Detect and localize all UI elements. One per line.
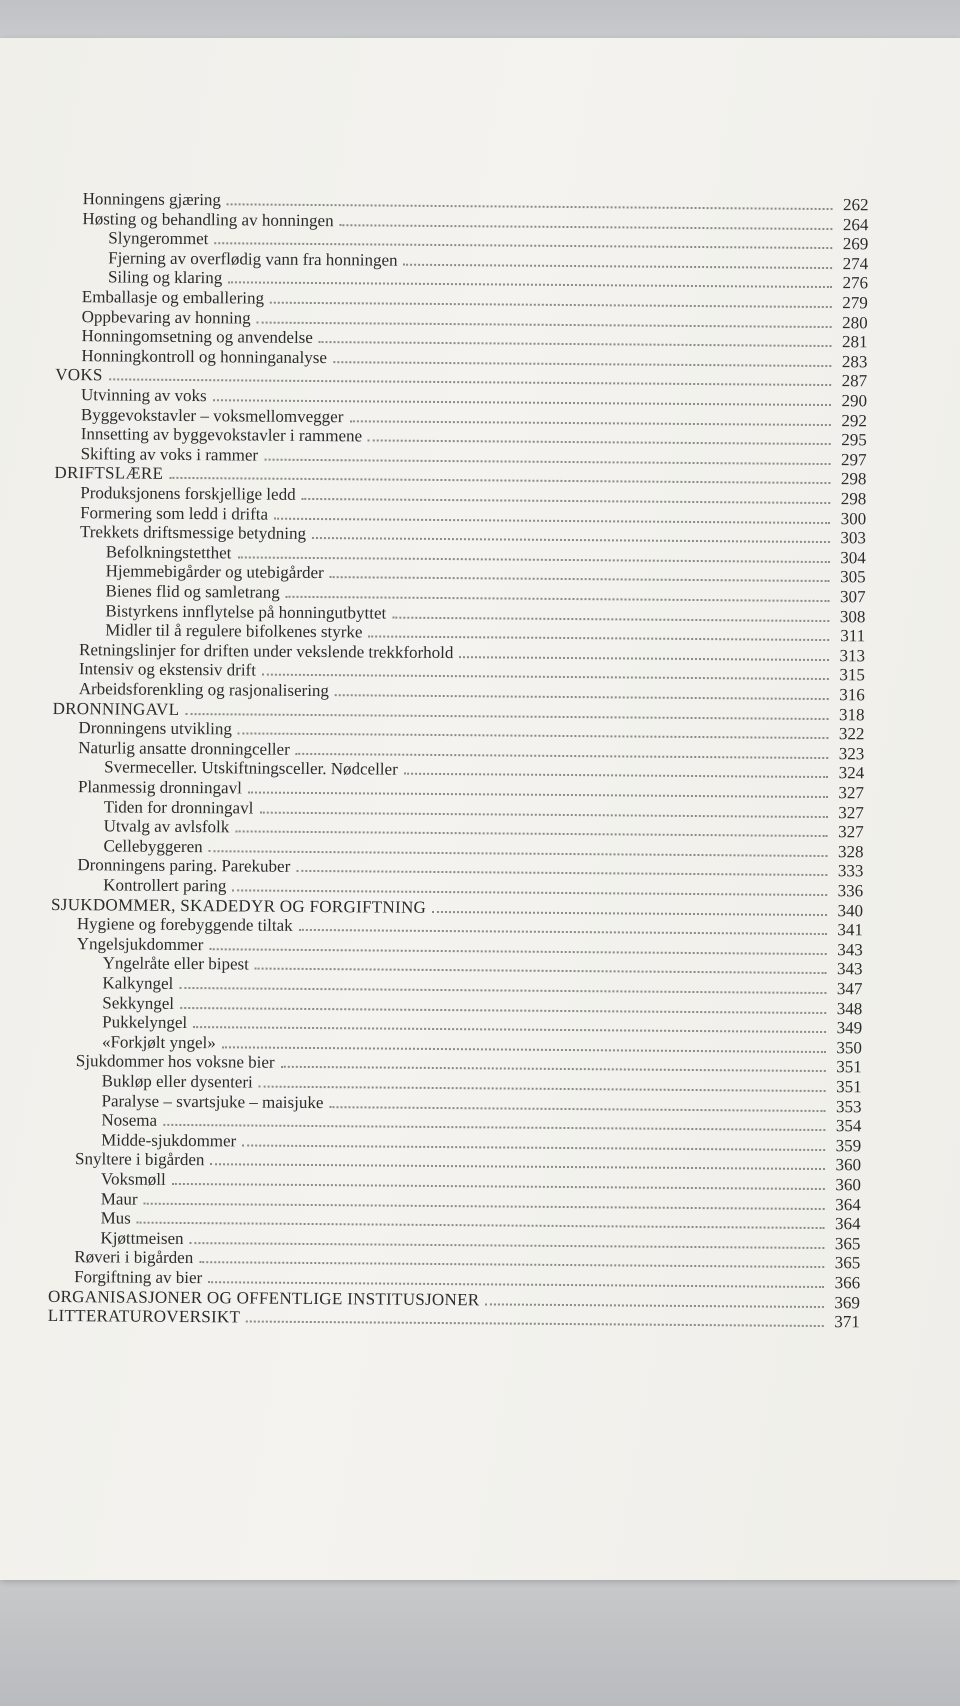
dot-leader bbox=[238, 733, 829, 740]
dot-leader bbox=[319, 341, 832, 347]
dot-leader bbox=[209, 850, 828, 857]
toc-page-number: 290 bbox=[841, 391, 868, 411]
toc-entry-title: Svermeceller. Utskiftningsceller. Nødceller bbox=[104, 757, 398, 780]
toc-page-number: 351 bbox=[836, 1077, 862, 1097]
toc-entry-title: Røveri i bigården bbox=[74, 1247, 194, 1268]
toc-page-number: 343 bbox=[837, 939, 863, 960]
dot-leader bbox=[227, 203, 833, 210]
toc-entry-title: Retningslinjer for driften under vekslende trekkforhold bbox=[79, 639, 454, 662]
toc-page-number: 341 bbox=[837, 920, 863, 940]
toc-page-number: 350 bbox=[836, 1037, 863, 1058]
dot-leader bbox=[368, 440, 831, 446]
toc-page-number: 365 bbox=[834, 1233, 861, 1254]
book-page bbox=[0, 38, 960, 1580]
dot-leader bbox=[259, 1086, 826, 1092]
dot-leader bbox=[281, 1066, 826, 1072]
toc-entry-title: Siling og klaring bbox=[107, 267, 223, 288]
toc-page-number: 264 bbox=[842, 214, 869, 234]
dot-leader bbox=[333, 361, 831, 367]
toc-entry-title: Intensiv og ekstensiv drift bbox=[78, 659, 257, 680]
dot-leader bbox=[349, 420, 830, 426]
dot-leader bbox=[296, 870, 827, 876]
toc-page-number: 333 bbox=[837, 861, 864, 881]
dot-leader bbox=[172, 1183, 825, 1190]
toc-page-number: 360 bbox=[835, 1175, 861, 1195]
toc-entry-title: Hjemmebigårder og utebigårder bbox=[105, 561, 324, 583]
dot-leader bbox=[210, 1164, 825, 1171]
toc-entry-title: Yngelråte eller bipest bbox=[102, 953, 250, 974]
toc-entry-title: Dronningens paring. Parekuber bbox=[77, 855, 291, 877]
toc-entry-title: DRIFTSLÆRE bbox=[54, 463, 164, 484]
toc-entry-title: Arbeidsforenkling og rasjonalisering bbox=[78, 679, 330, 701]
toc-entry-title: Kalkyngel bbox=[102, 973, 174, 993]
toc-page-number: 371 bbox=[834, 1312, 860, 1332]
toc-entry-title: «Forkjølt yngel» bbox=[101, 1032, 216, 1053]
dot-leader bbox=[235, 831, 827, 838]
dot-leader bbox=[259, 811, 827, 817]
dot-leader bbox=[214, 242, 832, 249]
dot-leader bbox=[242, 1144, 825, 1151]
toc-entry-title: Midde-sjukdommer bbox=[101, 1130, 237, 1151]
toc-entry-title: Bienes flid og samletrang bbox=[105, 581, 280, 602]
toc-page-number: 324 bbox=[838, 763, 865, 783]
toc-page-number: 297 bbox=[841, 449, 867, 470]
dot-leader bbox=[248, 791, 828, 798]
toc-page-number: 287 bbox=[841, 371, 868, 391]
dot-leader bbox=[329, 1106, 825, 1112]
toc-entry-title: Skifting av voks i rammer bbox=[80, 443, 259, 465]
toc-entry-title: Kjøttmeisen bbox=[100, 1228, 184, 1248]
toc-entry-title: Utvalg av avlsfolk bbox=[103, 816, 230, 837]
dot-leader bbox=[274, 517, 830, 523]
toc-page-number: 269 bbox=[842, 234, 869, 254]
toc-page-number: 318 bbox=[839, 704, 865, 724]
toc-entry-title: Bukløp eller dysenteri bbox=[101, 1071, 253, 1092]
toc-page-number: 276 bbox=[842, 273, 869, 293]
toc-entry-title: DRONNINGAVL bbox=[52, 698, 180, 719]
toc-entry-title: Snyltere i bigården bbox=[75, 1149, 205, 1170]
toc-page-number: 349 bbox=[836, 1018, 863, 1038]
dot-leader bbox=[163, 1124, 825, 1131]
toc-page-number: 369 bbox=[834, 1292, 861, 1312]
dot-leader bbox=[255, 968, 827, 974]
toc-entry-title: Honningens gjæring bbox=[82, 189, 222, 210]
toc-entry-title: LITTERATUROVERSIKT bbox=[47, 1306, 241, 1327]
dot-leader bbox=[222, 1046, 826, 1053]
toc-page-number: 364 bbox=[835, 1194, 861, 1214]
dot-leader bbox=[270, 302, 832, 308]
toc-page-number: 365 bbox=[834, 1253, 861, 1273]
toc-page-number: 316 bbox=[839, 685, 865, 705]
toc-entry-title: VOKS bbox=[55, 365, 103, 385]
dot-leader bbox=[185, 713, 828, 720]
toc-page-number: 292 bbox=[841, 410, 867, 430]
toc-page-number: 307 bbox=[839, 587, 866, 607]
toc-page-number: 280 bbox=[842, 312, 868, 332]
toc-entry-title: Maur bbox=[100, 1188, 138, 1209]
dot-leader bbox=[432, 911, 827, 916]
toc-entry-title: Emballasje og emballering bbox=[81, 287, 265, 308]
toc-page-number: 311 bbox=[840, 626, 866, 646]
toc-entry-title: Fjerning av overflødig vann fra honningen bbox=[108, 248, 398, 270]
dot-leader bbox=[404, 263, 833, 268]
toc-entry-title: Innsetting av byggevokstavler i rammene bbox=[80, 424, 363, 446]
toc-entry-title: Forgiftning av bier bbox=[74, 1267, 203, 1288]
toc-entry-title: Mus bbox=[100, 1208, 131, 1228]
toc-page-number: 354 bbox=[835, 1116, 862, 1136]
toc-page-number: 279 bbox=[842, 293, 868, 313]
toc-page-number: 327 bbox=[838, 802, 864, 822]
toc-entry-title: Produksjonens forskjellige ledd bbox=[80, 483, 296, 504]
dot-leader bbox=[286, 596, 830, 602]
toc-page-number: 353 bbox=[835, 1096, 862, 1116]
toc-page-number: 360 bbox=[835, 1155, 862, 1175]
toc-entry-title: Honningkontroll og honninganalyse bbox=[81, 345, 327, 367]
toc-entry-title: Trekkets driftsmessige betydning bbox=[79, 522, 307, 544]
dot-leader bbox=[330, 577, 830, 583]
table-of-contents bbox=[0, 35, 960, 1584]
toc-page-number: 327 bbox=[838, 822, 864, 842]
toc-page-number: 274 bbox=[842, 253, 869, 274]
toc-entry-title: Naturlig ansatte dronningceller bbox=[78, 737, 290, 759]
toc-entry-title: ORGANISASJONER OG OFFENTLIGE INSTITUSJONER bbox=[47, 1286, 480, 1309]
toc-page-number: 283 bbox=[841, 351, 868, 372]
toc-page-number: 364 bbox=[835, 1214, 861, 1234]
toc-entry-title: Cellebyggeren bbox=[103, 836, 203, 856]
dot-leader bbox=[340, 224, 833, 230]
dot-leader bbox=[404, 773, 828, 778]
toc-entry-title: Sjukdommer hos voksne bier bbox=[75, 1051, 275, 1073]
dot-leader bbox=[257, 321, 832, 328]
toc-page-number: 359 bbox=[835, 1135, 862, 1156]
toc-entry-title: Midler til å regulere bifolkenes styrke bbox=[105, 620, 363, 642]
toc-page-number: 304 bbox=[840, 547, 866, 568]
dot-leader bbox=[262, 674, 829, 680]
dot-leader bbox=[232, 889, 827, 896]
dot-leader bbox=[179, 987, 826, 994]
toc-entry-title: Byggevokstavler – voksmellomvegger bbox=[80, 404, 344, 426]
toc-page-number: 300 bbox=[840, 508, 867, 528]
dot-leader bbox=[193, 1026, 826, 1033]
dot-leader bbox=[264, 458, 830, 464]
toc-page-number: 295 bbox=[841, 430, 867, 450]
toc-entry-title: Nosema bbox=[101, 1110, 158, 1130]
dot-leader bbox=[459, 656, 829, 661]
toc-page-number: 308 bbox=[839, 606, 866, 626]
toc-entry-title: Paralyse – svartsjuke – maisjuke bbox=[101, 1090, 324, 1112]
dot-leader bbox=[169, 477, 830, 484]
dot-leader bbox=[246, 1321, 824, 1328]
dot-leader bbox=[199, 1262, 824, 1269]
toc-page-number: 303 bbox=[840, 528, 867, 548]
toc-entry-title: Honningomsetning og anvendelse bbox=[81, 326, 313, 348]
toc-page-number: 298 bbox=[840, 469, 867, 489]
toc-entry-title: Formering som ledd i drifta bbox=[80, 502, 269, 524]
toc-entry-title: SJUKDOMMER, SKADEDYR OG FORGIFTNING bbox=[51, 894, 427, 917]
dot-leader bbox=[485, 1303, 824, 1308]
toc-entry-title: Utvinning av voks bbox=[81, 385, 207, 406]
toc-page-number: 315 bbox=[839, 665, 865, 685]
toc-entry-title: Planmessig dronningavl bbox=[77, 777, 242, 798]
dot-leader bbox=[237, 556, 829, 563]
toc-entry-title: Kontrollert paring bbox=[103, 875, 227, 896]
toc-page-number: 343 bbox=[837, 959, 863, 979]
toc-page-number: 313 bbox=[839, 645, 866, 666]
toc-page-number: 281 bbox=[841, 332, 868, 352]
dot-leader bbox=[208, 1281, 824, 1288]
toc-page-number: 347 bbox=[836, 979, 863, 999]
toc-page-number: 298 bbox=[840, 489, 867, 509]
dot-leader bbox=[299, 929, 827, 935]
dot-leader bbox=[190, 1242, 825, 1249]
toc-page-number: 340 bbox=[837, 900, 864, 920]
toc-page-number: 327 bbox=[838, 783, 865, 803]
toc-page-number: 328 bbox=[837, 841, 864, 862]
toc-entry-title: Yngelsjukdommer bbox=[76, 933, 204, 954]
toc-page-number: 322 bbox=[838, 724, 865, 744]
dot-leader bbox=[144, 1202, 825, 1209]
toc-page-number: 336 bbox=[837, 881, 864, 901]
dot-leader bbox=[137, 1222, 825, 1229]
dot-leader bbox=[302, 498, 831, 504]
toc-entry-title: Befolkningstetthet bbox=[105, 542, 232, 563]
toc-page-number: 262 bbox=[843, 195, 869, 215]
toc-entry-title: Hygiene og forebyggende tiltak bbox=[76, 914, 293, 936]
dot-leader bbox=[392, 616, 829, 621]
toc-page-number: 348 bbox=[836, 998, 863, 1018]
toc-entry-title: Pukkelyngel bbox=[102, 1012, 188, 1033]
dot-leader bbox=[180, 1007, 826, 1014]
toc-entry-title: Voksmøll bbox=[100, 1169, 166, 1189]
toc-page-number: 323 bbox=[838, 743, 865, 764]
toc-entry-title: Bistyrkens innflytelse på honningutbyttet bbox=[105, 600, 387, 623]
dot-leader bbox=[335, 694, 829, 700]
toc-entry-title: Slyngerommet bbox=[108, 228, 209, 249]
toc-page-number: 305 bbox=[840, 567, 866, 587]
toc-page-number: 351 bbox=[836, 1057, 862, 1077]
toc-entry-title: Høsting og behandling av honningen bbox=[82, 208, 334, 230]
dot-leader bbox=[228, 282, 832, 289]
toc-entry-title: Oppbevaring av honning bbox=[81, 306, 251, 328]
dot-leader bbox=[213, 399, 831, 406]
toc-entry-title: Sekkyngel bbox=[102, 992, 175, 1013]
dot-leader bbox=[368, 636, 829, 642]
toc-entry-title: Tiden for dronningavl bbox=[103, 796, 254, 818]
dot-leader bbox=[296, 753, 829, 759]
toc-page-number: 366 bbox=[834, 1273, 861, 1293]
dot-leader bbox=[312, 537, 830, 543]
dot-leader bbox=[209, 948, 826, 955]
toc-entry-title: Dronningens utvikling bbox=[78, 718, 232, 739]
